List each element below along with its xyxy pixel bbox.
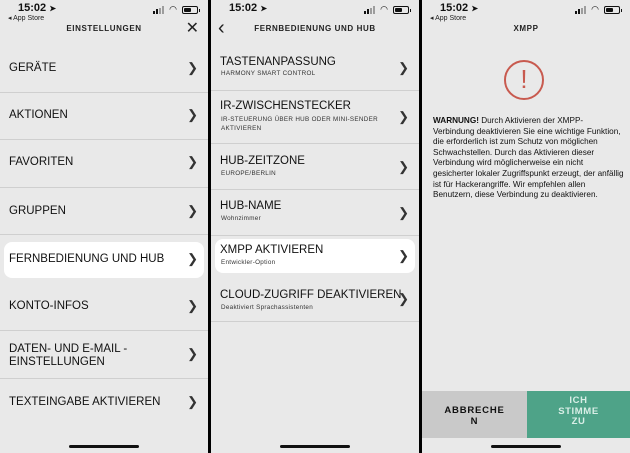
hub-item-tastenanpassung[interactable] [211, 45, 419, 91]
home-indicator [280, 445, 350, 448]
chevron-right-icon: ❯ [187, 394, 198, 409]
item-label: HUB-ZEITZONE [220, 155, 305, 167]
item-sublabel: Entwickler-Option [221, 259, 276, 266]
battery-icon [393, 6, 409, 14]
settings-item-favoriten[interactable] [0, 140, 208, 188]
nav-bar [422, 18, 630, 42]
location-icon: ➤ [469, 4, 479, 13]
status-time: 15:02 ➤ [18, 2, 57, 14]
item-label: CLOUD-ZUGRIFF DEAKTIVIEREN [220, 289, 402, 301]
settings-item-texteingabe[interactable] [0, 379, 208, 427]
settings-item-konto-infos[interactable] [0, 283, 208, 331]
wifi-icon: ◠ [591, 4, 599, 14]
chevron-right-icon: ❯ [187, 60, 198, 75]
warning-body: Durch Aktivieren der XMPP-Verbindung deaktivieren Sie eine wichtige Funktion, die erforderlich ist zum Schutz von möglichen Schwachstellen. Durch das Aktivieren dieser Verbindung wird möglicherweise ein nicht gesicherter lokaler Zugriffspunkt erzeugt, der anfällig ist für Hackerangriffe. Wir empfehlen allen Benutzern, diese Verbindung zu deaktivieren. [433, 116, 624, 200]
chevron-right-icon: ❯ [398, 248, 409, 263]
agree-label: ICH STIMME ZU [558, 395, 599, 427]
item-label: DATEN- UND E-MAIL - EINSTELLUNGEN [9, 343, 128, 368]
settings-item-daten-und-email[interactable] [0, 331, 208, 379]
hub-item-ir-zwischenstecker[interactable] [211, 91, 419, 144]
home-indicator [69, 445, 139, 448]
settings-screen [0, 0, 208, 453]
hub-item-cloud-zugriff[interactable] [211, 277, 419, 322]
back-icon[interactable]: ‹ [218, 17, 225, 39]
cancel-label: ABBRECHE N [444, 405, 505, 427]
chevron-right-icon: ❯ [398, 205, 409, 220]
chevron-right-icon: ❯ [398, 109, 409, 124]
item-sublabel: HARMONY SMART CONTROL [221, 70, 316, 77]
remote-hub-screen [211, 0, 419, 453]
settings-item-geraete[interactable] [0, 45, 208, 93]
battery-icon [182, 6, 198, 14]
signal-icon [364, 6, 375, 14]
item-label: FAVORITEN [9, 156, 74, 168]
chevron-right-icon: ❯ [187, 298, 198, 313]
chevron-right-icon: ❯ [187, 107, 198, 122]
chevron-right-icon: ❯ [398, 159, 409, 174]
back-to-app-store[interactable]: ◂ App Store [8, 15, 45, 22]
chevron-right-icon: ❯ [187, 251, 198, 266]
nav-bar [211, 18, 419, 42]
status-icons [575, 4, 620, 15]
hub-item-hub-name[interactable] [211, 190, 419, 236]
item-label: GERÄTE [9, 62, 57, 74]
item-sublabel: IR-STEUERUNG ÜBER HUB ODER MINI-SENDER AKTIVIEREN [221, 116, 378, 132]
wifi-icon: ◠ [169, 4, 177, 14]
status-time: 15:02 ➤ [440, 2, 479, 14]
item-label: IR-ZWISCHENSTECKER [220, 100, 351, 112]
nav-bar [0, 18, 208, 42]
item-label: XMPP AKTIVIEREN [220, 244, 324, 256]
item-label: HUB-NAME [220, 200, 282, 212]
agree-button[interactable] [527, 391, 630, 438]
wifi-icon: ◠ [380, 4, 388, 14]
signal-icon [575, 6, 586, 14]
item-label: KONTO-INFOS [9, 300, 89, 312]
warning-label: WARNUNG! [433, 116, 479, 125]
page-title: XMPP [513, 24, 539, 33]
page-title: FERNBEDIENUNG UND HUB [254, 24, 376, 33]
warning-message [433, 116, 624, 201]
hub-item-xmpp-aktivieren[interactable] [215, 239, 415, 273]
item-label: TASTENANPASSUNG [220, 56, 336, 68]
home-indicator [491, 445, 561, 448]
status-time: 15:02 ➤ [229, 2, 268, 14]
item-sublabel: Wohnzimmer [221, 215, 261, 222]
close-icon[interactable]: ✕ [185, 20, 199, 37]
chevron-right-icon: ❯ [187, 346, 198, 361]
chevron-right-icon: ❯ [398, 60, 409, 75]
settings-item-aktionen[interactable] [0, 93, 208, 140]
signal-icon [153, 6, 164, 14]
item-label: FERNBEDIENUNG UND HUB [9, 253, 165, 265]
item-sublabel: Deaktiviert Sprachassistenten [221, 304, 313, 311]
back-to-app-store[interactable]: ◂ App Store [430, 15, 467, 22]
chevron-right-icon: ❯ [398, 291, 409, 306]
warning-icon: ! [504, 60, 544, 100]
cancel-button[interactable] [422, 391, 527, 438]
location-icon: ➤ [47, 4, 57, 13]
status-icons [153, 4, 198, 15]
settings-item-fernbedienung-und-hub[interactable] [4, 242, 204, 278]
item-label: TEXTEINGABE AKTIVIEREN [9, 396, 161, 408]
item-label: GRUPPEN [9, 205, 66, 217]
location-icon: ➤ [258, 4, 268, 13]
item-sublabel: EUROPE/BERLIN [221, 170, 276, 177]
item-label: AKTIONEN [9, 109, 68, 121]
xmpp-warning-screen [422, 0, 630, 453]
chevron-right-icon: ❯ [187, 203, 198, 218]
status-icons [364, 4, 409, 15]
chevron-right-icon: ❯ [187, 154, 198, 169]
battery-icon [604, 6, 620, 14]
hub-item-hub-zeitzone[interactable] [211, 144, 419, 190]
settings-item-gruppen[interactable] [0, 188, 208, 235]
page-title: EINSTELLUNGEN [66, 24, 142, 33]
